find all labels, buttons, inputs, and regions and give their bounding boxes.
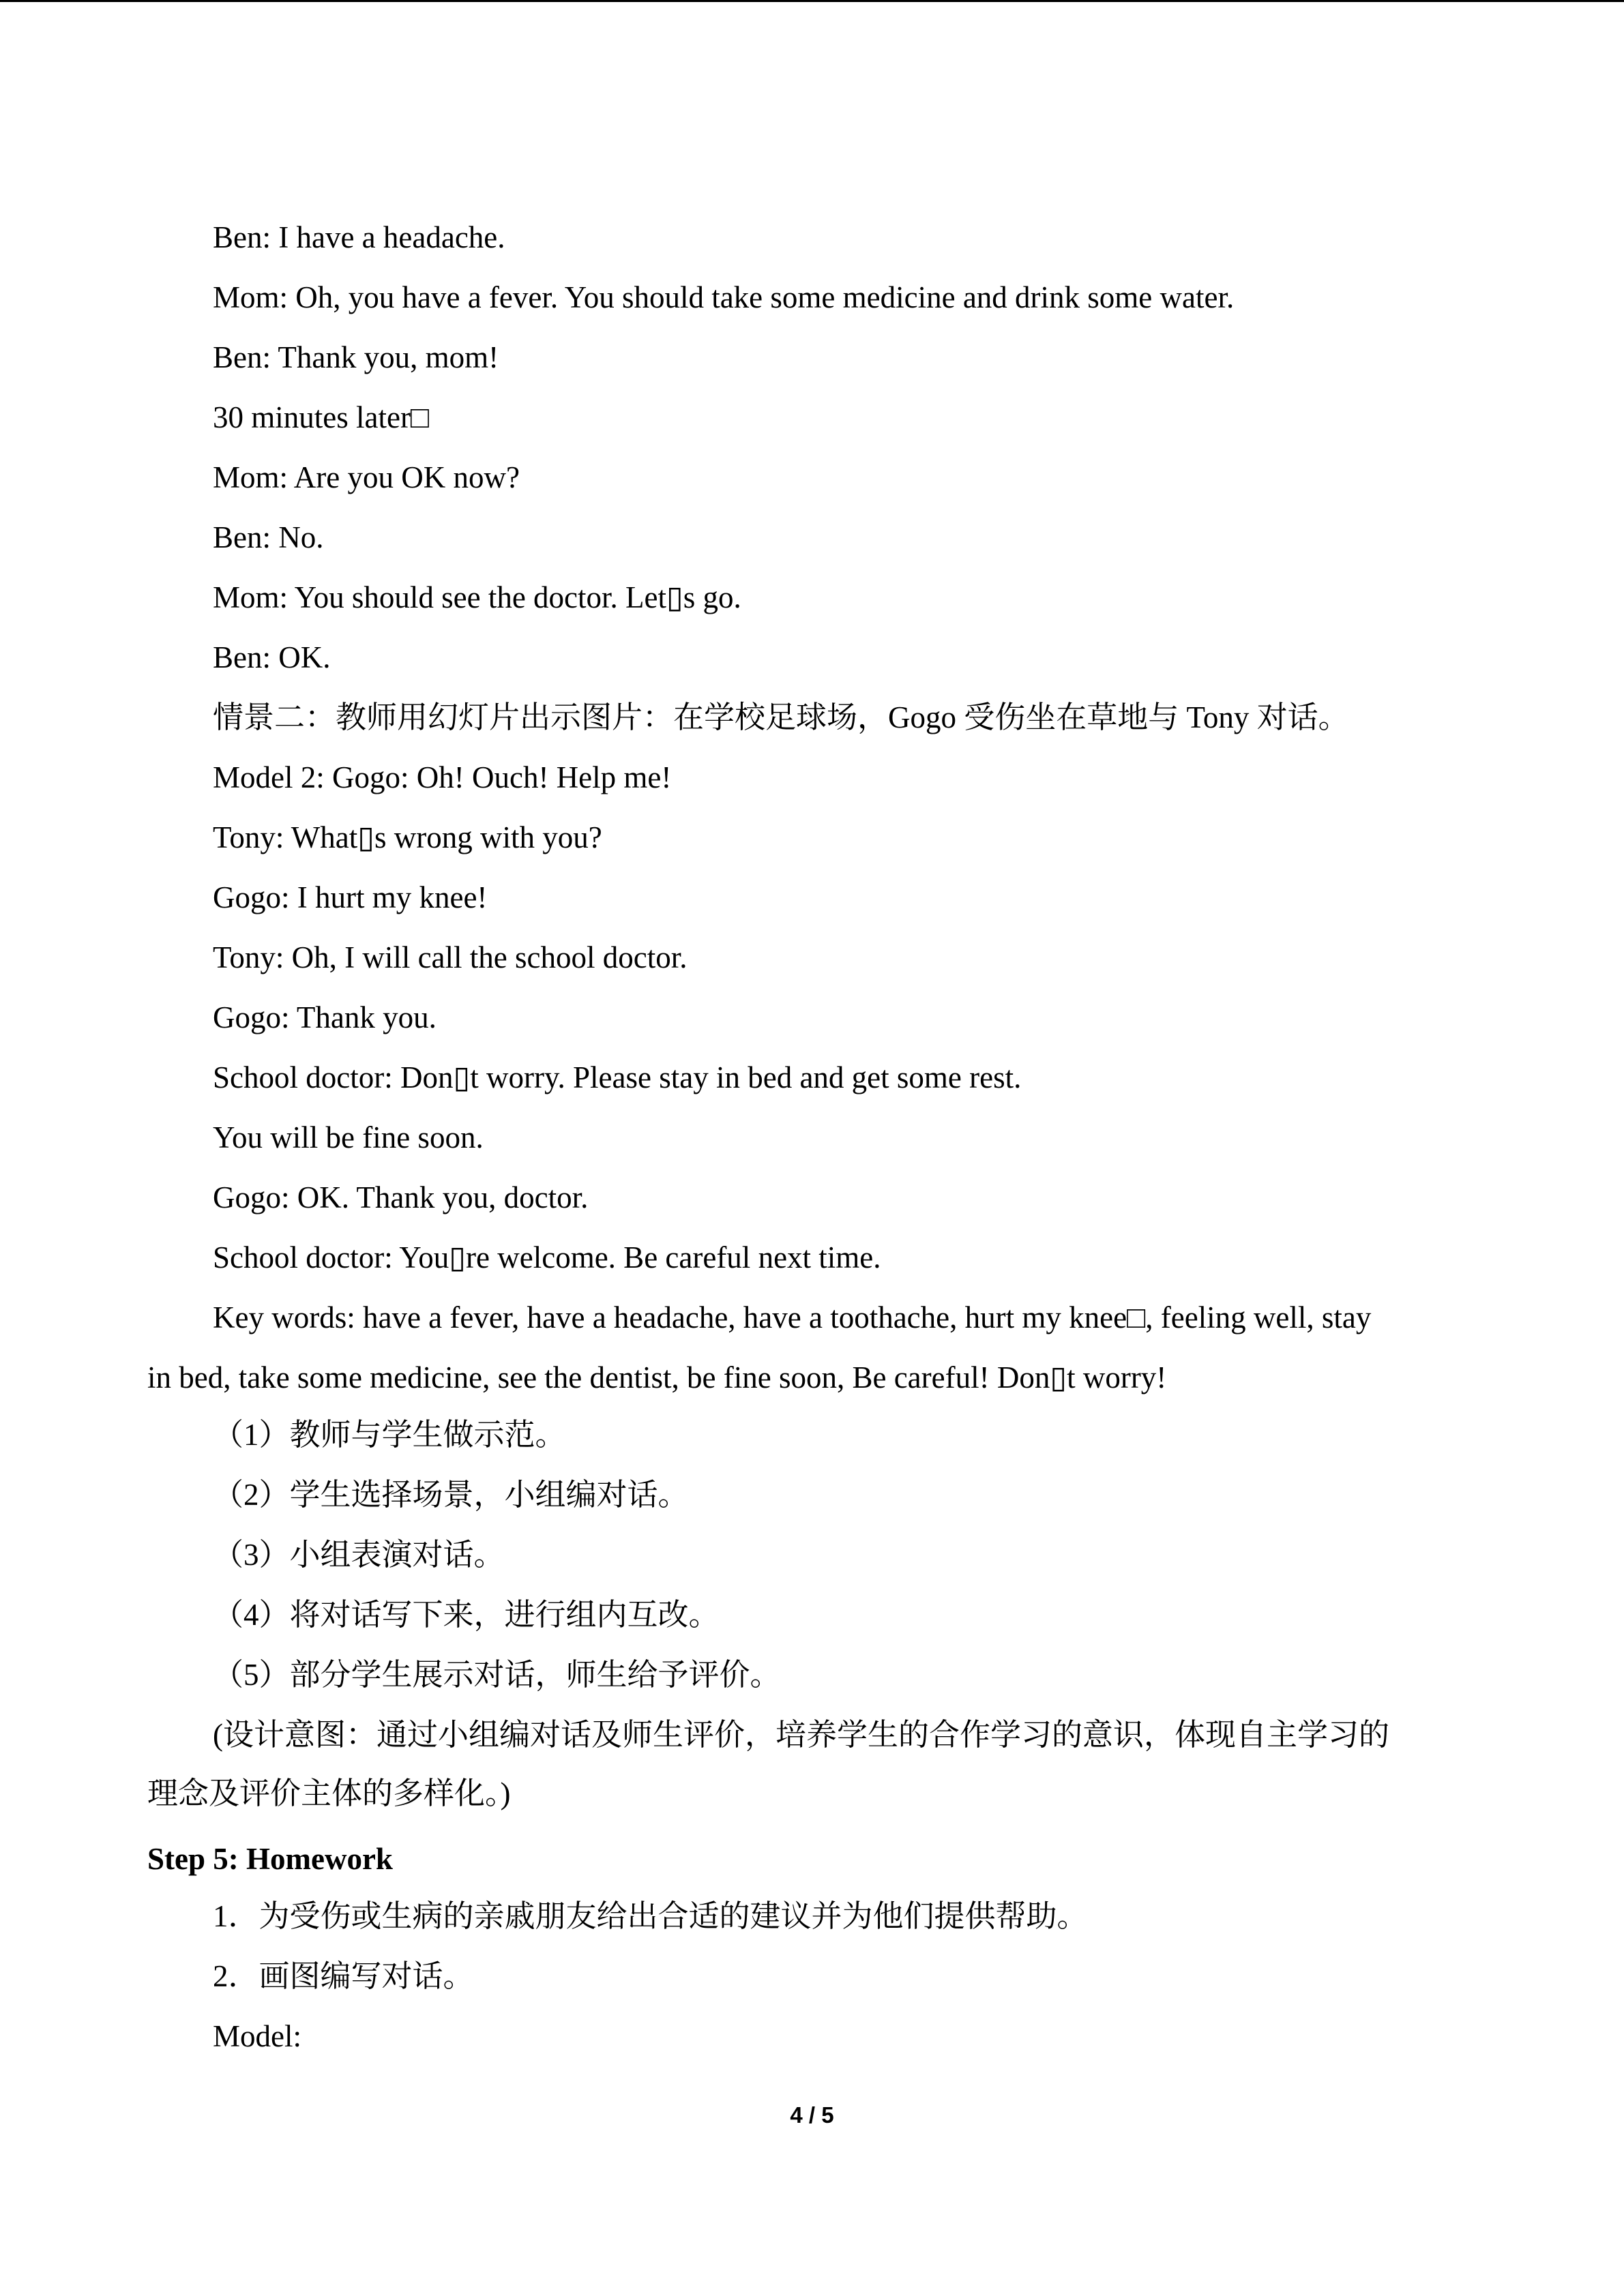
dialogue1-line: Ben: Thank you, mom! bbox=[213, 340, 499, 374]
key-words-line: Key words: have a fever, have a headache, have a toothache, hurt my knee□, feeling well, stay bbox=[213, 1300, 1372, 1335]
scene2-intro: 情景二：教师用幻灯片出示图片：在学校足球场，Gogo 受伤坐在草地与 Tony 对话。 bbox=[213, 700, 1349, 734]
key-words-line: in bed, take some medicine, see the dentist, be fine soon, Be careful! Don▯t worry! bbox=[147, 1360, 1167, 1395]
dialogue2-line: Model 2: Gogo: Oh! Ouch! Help me! bbox=[213, 760, 672, 794]
page-number: 4 / 5 bbox=[790, 2102, 834, 2128]
dialogue2-line: You will be fine soon. bbox=[213, 1120, 484, 1154]
homework-item: 1．为受伤或生病的亲戚朋友给出合适的建议并为他们提供帮助。 bbox=[213, 1899, 1088, 1933]
dialogue2-line: Gogo: I hurt my knee! bbox=[213, 880, 488, 914]
design-intent-line: (设计意图：通过小组编对话及师生评价，培养学生的合作学习的意识，体现自主学习的 bbox=[213, 1718, 1389, 1752]
step-item: （3）小组表演对话。 bbox=[213, 1538, 505, 1572]
dialogue2-line: Tony: What▯s wrong with you? bbox=[213, 820, 602, 854]
dialogue1-line: 30 minutes later□ bbox=[213, 400, 430, 434]
dialogue1-line: Mom: Are you OK now? bbox=[213, 460, 520, 494]
design-intent-line: 理念及评价主体的多样化。) bbox=[147, 1776, 511, 1810]
dialogue2-line: Gogo: Thank you. bbox=[213, 1000, 437, 1034]
dialogue1-line: Ben: OK. bbox=[213, 640, 331, 674]
dialogue2-line: School doctor: Don▯t worry. Please stay in bed and get some rest. bbox=[213, 1060, 1022, 1094]
dialogue1-line: Mom: Oh, you have a fever. You should take some medicine and drink some water. bbox=[213, 280, 1235, 314]
step-item: （5）部分学生展示对话，师生给予评价。 bbox=[213, 1658, 781, 1692]
homework-item: 2．画图编写对话。 bbox=[213, 1959, 474, 1993]
dialogue2-line: Tony: Oh, I will call the school doctor. bbox=[213, 940, 688, 974]
step-item: （4）将对话写下来，进行组内互改。 bbox=[213, 1598, 720, 1632]
dialogue1-line: Mom: You should see the doctor. Let▯s go. bbox=[213, 580, 741, 614]
dialogue2-line: Gogo: OK. Thank you, doctor. bbox=[213, 1180, 589, 1214]
dialogue1-line: Ben: No. bbox=[213, 520, 324, 554]
homework-model-label: Model: bbox=[213, 2019, 301, 2053]
step-item: （1）教师与学生做示范。 bbox=[213, 1418, 566, 1452]
dialogue2-line: School doctor: You▯re welcome. Be careful next time. bbox=[213, 1240, 881, 1274]
dialogue1-line: Ben: I have a headache. bbox=[213, 220, 505, 254]
homework-heading: Step 5: Homework bbox=[147, 1842, 393, 1876]
step-item: （2）学生选择场景，小组编对话。 bbox=[213, 1478, 689, 1512]
